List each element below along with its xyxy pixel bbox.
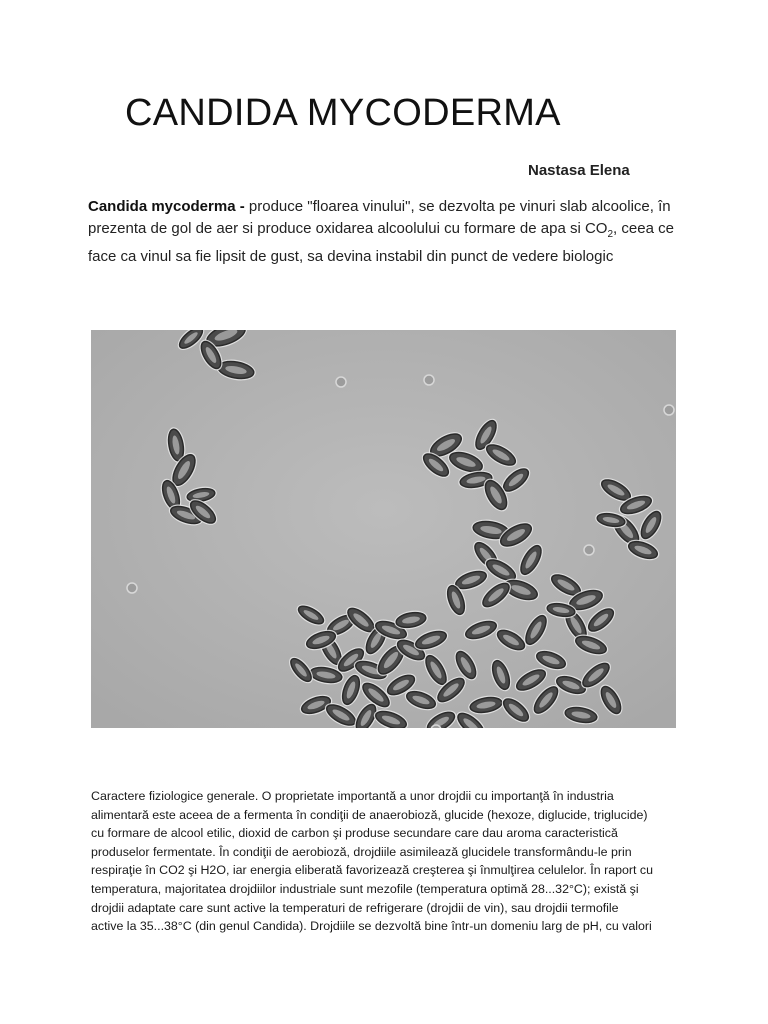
particle <box>664 405 674 415</box>
intro-paragraph <box>88 196 688 268</box>
body-line: active la 35...38°C (din genul Candida). Drojdiile se dezvoltă bine într-un domeniu larg de pH, cu valori <box>91 919 652 934</box>
particle <box>584 545 594 555</box>
author-name: Nastasa Elena <box>528 162 630 179</box>
yeast-cells-micrograph <box>91 330 676 728</box>
intro-term: Candida mycoderma - <box>88 198 245 215</box>
particle <box>431 725 441 728</box>
body-line: Caractere fiziologice generale. O proprietate importantă a unor drojdii cu importanţă în industria <box>91 789 614 803</box>
body-line: produselor fermentate. În condiţii de aerobioză, drojdiile asimilează glucidele transformându-le prin <box>91 844 632 859</box>
intro-subscript: 2 <box>607 229 614 240</box>
body-line: temperatura, majoritatea drojdiilor industriale sunt mezofile (temperatura optimă 28...32°C); există şi <box>91 881 639 896</box>
body-line: respiraţie în CO2 şi H2O, iar energia eliberată favorizează creşterea şi înmulţirea celulelor. În raport cu <box>91 863 653 878</box>
body-line: cu formare de alcool etilic, dioxid de carbon şi produse secundare care dau aroma caracteristică <box>91 826 618 841</box>
particle <box>424 375 434 385</box>
intro-text-after: , ceea ce face ca vinul sa fie lipsit de gust, sa devina instabil din punct de vedere biologic <box>88 220 674 265</box>
particle <box>127 583 137 593</box>
document-title: CANDIDA MYCODERMA <box>125 92 561 134</box>
intro-text-before: produce "floarea vinului", se dezvolta pe vinuri slab alcoolice, în prezenta de gol de aer si produce oxidarea alcoolului cu formare de apa si CO <box>88 198 671 237</box>
body-line: alimentară este aceea de a fermenta în condiţii de anaerobioză, glucide (hexoze, diglucide, triglucide) <box>91 807 648 822</box>
body-line: drojdii adaptate care sunt active la temperaturi de refrigerare (drojdii de vin), sau drojdii termofile <box>91 900 619 915</box>
body-paragraph <box>91 787 681 936</box>
particle <box>336 377 346 387</box>
microscope-image <box>91 330 676 728</box>
